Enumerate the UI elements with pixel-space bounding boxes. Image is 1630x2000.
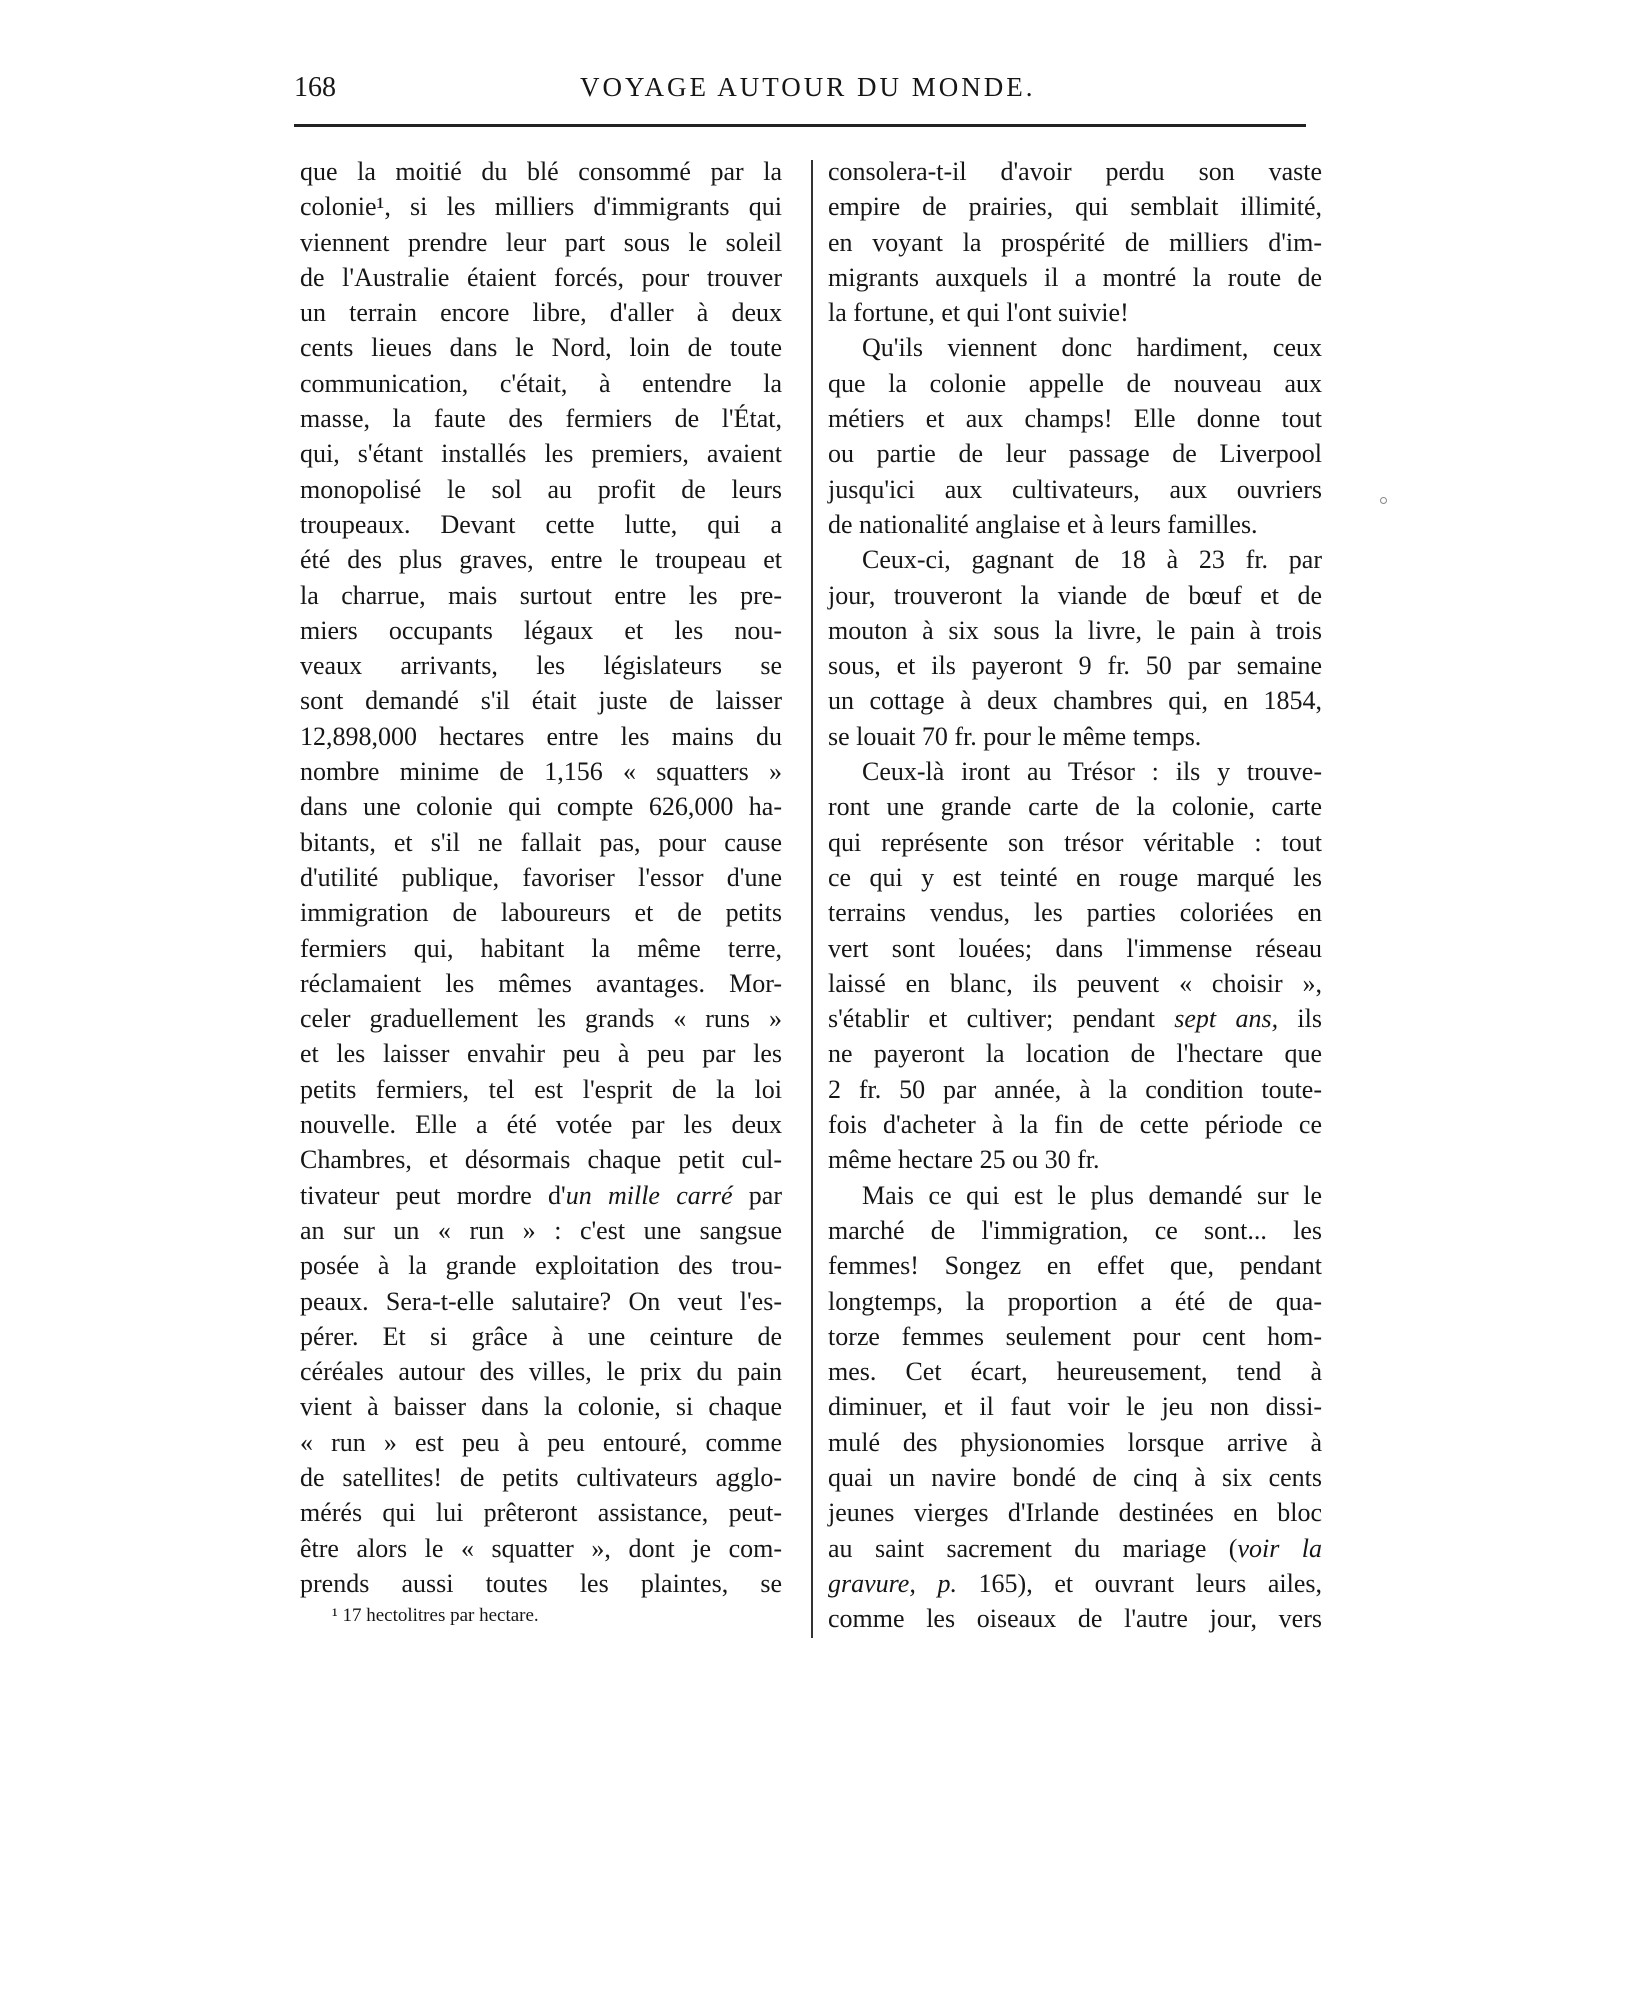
line-text-after: par <box>732 1180 783 1210</box>
text-line <box>828 189 1322 224</box>
text-line <box>300 366 782 401</box>
line-text: nombre minime de 1,156 « squatters » <box>300 757 782 787</box>
line-text: femmes! Songez en effet que, pendant <box>828 1251 1322 1281</box>
text-line <box>300 648 782 683</box>
line-text: jeunes vierges d'Irlande destinées en bloc <box>828 1498 1322 1528</box>
line-text: ront une grande carte de la colonie, carte <box>828 792 1322 822</box>
text-line <box>828 1566 1322 1601</box>
line-text: qui, s'étant installés les premiers, avaient <box>300 439 782 469</box>
text-line <box>828 860 1322 895</box>
text-line <box>828 719 1322 754</box>
text-line <box>300 1142 782 1177</box>
text-line <box>300 1036 782 1071</box>
text-line <box>828 895 1322 930</box>
text-line <box>300 1460 782 1495</box>
text-line <box>828 1107 1322 1142</box>
line-text: 2 fr. 50 par année, à la condition toute- <box>828 1074 1322 1104</box>
text-line <box>300 189 782 224</box>
text-line <box>300 507 782 542</box>
line-italic-text: voir la <box>1237 1533 1323 1563</box>
line-text: fois d'acheter à la fin de cette période ce <box>828 1110 1322 1140</box>
line-text: empire de prairies, qui semblait illimité, <box>828 192 1322 222</box>
text-line <box>828 401 1322 436</box>
text-line <box>828 1531 1322 1566</box>
line-text: Mais ce qui est le plus demandé sur le <box>862 1180 1322 1210</box>
text-line <box>300 931 782 966</box>
text-line <box>828 1036 1322 1071</box>
text-line <box>828 754 1322 789</box>
line-text: communication, c'était, à entendre la <box>300 368 782 398</box>
line-text: que la moitié du blé consommé par la <box>300 157 782 186</box>
line-text: réclamaient les mêmes avantages. Mor- <box>300 968 782 998</box>
line-text: immigration de laboureurs et de petits <box>300 898 782 928</box>
line-text: nouvelle. Elle a été votée par les deux <box>300 1110 782 1140</box>
text-line <box>828 1460 1322 1495</box>
line-text: quai un navire bondé de cinq à six cents <box>828 1462 1322 1492</box>
line-text: petits fermiers, tel est l'esprit de la loi <box>300 1074 782 1104</box>
line-text-after: ils <box>1278 1004 1322 1034</box>
left-column <box>300 154 782 1601</box>
line-text: en voyant la prospérité de milliers d'im- <box>828 227 1322 257</box>
line-text: mouton à six sous la livre, le pain à trois <box>828 615 1322 645</box>
text-line <box>300 1389 782 1424</box>
text-line <box>300 895 782 930</box>
line-text: marché de l'immigration, ce sont... les <box>828 1215 1322 1245</box>
line-text: tivateur peut mordre d' <box>300 1180 566 1210</box>
line-text: au saint sacrement du mariage ( <box>828 1533 1238 1563</box>
text-line <box>828 436 1322 471</box>
line-italic-text: gravure, p. <box>828 1568 957 1598</box>
text-line <box>300 1319 782 1354</box>
line-text: un cottage à deux chambres qui, en 1854, <box>828 686 1322 716</box>
text-line <box>300 825 782 860</box>
line-text: jour, trouveront la viande de bœuf et de <box>828 580 1322 610</box>
text-line <box>300 578 782 613</box>
line-text: « run » est peu à peu entouré, comme <box>300 1427 782 1457</box>
text-line <box>828 1248 1322 1283</box>
text-line <box>300 789 782 824</box>
right-column <box>828 154 1322 1636</box>
text-line <box>300 1072 782 1107</box>
line-text: un terrain encore libre, d'aller à deux <box>300 298 782 328</box>
line-text: ce qui y est teinté en rouge marqué les <box>828 862 1322 892</box>
line-text: s'établir et cultiver; pendant <box>828 1004 1175 1034</box>
line-text: mes. Cet écart, heureusement, tend à <box>828 1357 1322 1387</box>
text-line <box>828 1601 1322 1636</box>
line-text: se louait 70 fr. pour le même temps. <box>828 721 1202 751</box>
line-text: diminuer, et il faut voir le jeu non dissi- <box>828 1392 1322 1422</box>
text-line <box>300 1531 782 1566</box>
line-text: qui représente son trésor véritable : tout <box>828 827 1322 857</box>
line-text: monopolisé le sol au profit de leurs <box>300 474 782 504</box>
line-text: de satellites! de petits cultivateurs agglo- <box>300 1462 782 1492</box>
text-line <box>300 754 782 789</box>
text-line <box>828 1142 1322 1177</box>
line-text: bitants, et s'il ne fallait pas, pour cause <box>300 827 782 857</box>
line-text: Chambres, et désormais chaque petit cul- <box>300 1145 782 1175</box>
line-text: mulé des physionomies lorsque arrive à <box>828 1427 1322 1457</box>
line-text: jusqu'ici aux cultivateurs, aux ouvriers <box>828 474 1322 504</box>
line-text: même hectare 25 ou 30 fr. <box>828 1145 1100 1175</box>
text-line <box>300 154 782 189</box>
line-text: terrains vendus, les parties coloriées en <box>828 898 1322 928</box>
text-line <box>300 401 782 436</box>
text-line <box>300 260 782 295</box>
text-line <box>828 1213 1322 1248</box>
text-line <box>828 683 1322 718</box>
line-text: été des plus graves, entre le troupeau et <box>300 545 782 575</box>
text-line <box>300 1425 782 1460</box>
line-text: 12,898,000 hectares entre les mains du <box>300 721 782 751</box>
text-line <box>828 1319 1322 1354</box>
line-text: ne payeront la location de l'hectare que <box>828 1039 1322 1069</box>
text-line <box>828 1389 1322 1424</box>
text-line <box>828 154 1322 189</box>
line-text: sous, et ils payeront 9 fr. 50 par semaine <box>828 651 1322 681</box>
text-line <box>300 542 782 577</box>
text-line <box>828 330 1322 365</box>
line-text: la charrue, mais surtout entre les pre- <box>300 580 782 610</box>
text-line <box>300 436 782 471</box>
line-text-after: 165), et ouvrant leurs ailes, <box>956 1568 1322 1598</box>
line-text: migrants auxquels il a montré la route de <box>828 262 1322 292</box>
text-line <box>828 1072 1322 1107</box>
text-line <box>828 1284 1322 1319</box>
line-text: céréales autour des villes, le prix du pain <box>300 1357 782 1387</box>
line-text: de nationalité anglaise et à leurs familles. <box>828 509 1258 539</box>
header-rule <box>294 124 1306 127</box>
text-line <box>828 542 1322 577</box>
line-text: ou partie de leur passage de Liverpool <box>828 439 1322 469</box>
text-line <box>828 1178 1322 1213</box>
line-text: cents lieues dans le Nord, loin de toute <box>300 333 782 363</box>
line-text: veaux arrivants, les législateurs se <box>300 651 782 681</box>
text-line <box>300 1495 782 1530</box>
column-divider <box>811 160 813 1638</box>
line-text: Ceux-ci, gagnant de 18 à 23 fr. par <box>862 545 1322 575</box>
line-text: laissé en blanc, ils peuvent « choisir », <box>828 968 1322 998</box>
line-text: masse, la faute des fermiers de l'État, <box>300 404 782 434</box>
text-line <box>828 225 1322 260</box>
text-line <box>828 1001 1322 1036</box>
line-text: sont demandé s'il était juste de laisser <box>300 686 782 716</box>
line-text: posée à la grande exploitation des trou- <box>300 1251 782 1281</box>
line-text: Ceux-là iront au Trésor : ils y trouve- <box>862 757 1322 787</box>
text-line <box>828 966 1322 1001</box>
line-text: métiers et aux champs! Elle donne tout <box>828 404 1322 434</box>
page-number: 168 <box>294 72 336 103</box>
text-line <box>828 507 1322 542</box>
line-text: troupeaux. Devant cette lutte, qui a <box>300 509 782 539</box>
line-text: la fortune, et qui l'ont suivie! <box>828 298 1129 328</box>
text-line <box>828 472 1322 507</box>
line-text: dans une colonie qui compte 626,000 ha- <box>300 792 782 822</box>
line-text: peaux. Sera-t-elle salutaire? On veut l'es- <box>300 1286 782 1316</box>
text-line <box>300 1566 782 1601</box>
line-text: vert sont louées; dans l'immense réseau <box>828 933 1322 963</box>
text-line <box>300 1213 782 1248</box>
text-line <box>828 295 1322 330</box>
text-line <box>300 1284 782 1319</box>
text-line <box>828 648 1322 683</box>
line-text: an sur un « run » : c'est une sangsue <box>300 1215 782 1245</box>
line-text: prends aussi toutes les plaintes, se <box>300 1568 782 1598</box>
text-line <box>828 825 1322 860</box>
text-line <box>828 260 1322 295</box>
line-text: consolera-t-il d'avoir perdu son vaste <box>828 157 1322 186</box>
text-line <box>300 860 782 895</box>
line-text: que la colonie appelle de nouveau aux <box>828 368 1322 398</box>
line-text: torze femmes seulement pour cent hom- <box>828 1321 1322 1351</box>
line-text: celer graduellement les grands « runs » <box>300 1004 782 1034</box>
text-line <box>828 789 1322 824</box>
text-line <box>300 295 782 330</box>
text-line <box>828 1354 1322 1389</box>
text-line <box>828 366 1322 401</box>
text-line <box>300 966 782 1001</box>
text-line <box>828 931 1322 966</box>
text-line <box>828 1495 1322 1530</box>
line-text: mérés qui lui prêteront assistance, peut- <box>300 1498 782 1528</box>
line-text: être alors le « squatter », dont je com- <box>300 1533 782 1563</box>
text-line <box>828 578 1322 613</box>
text-line <box>300 683 782 718</box>
text-line <box>300 1248 782 1283</box>
text-line <box>828 1425 1322 1460</box>
text-line <box>300 330 782 365</box>
text-line <box>300 225 782 260</box>
line-text: Qu'ils viennent donc hardiment, ceux <box>862 333 1322 363</box>
line-text: colonie¹, si les milliers d'immigrants qui <box>300 192 782 222</box>
text-line <box>300 1354 782 1389</box>
running-title: VOYAGE AUTOUR DU MONDE. <box>580 72 1036 102</box>
text-line <box>300 1107 782 1142</box>
line-text: comme les oiseaux de l'autre jour, vers <box>828 1604 1322 1634</box>
line-text: pérer. Et si grâce à une ceinture de <box>300 1321 782 1351</box>
line-text: vient à baisser dans la colonie, si chaque <box>300 1392 782 1422</box>
line-text: fermiers qui, habitant la même terre, <box>300 933 782 963</box>
line-text: et les laisser envahir peu à peu par les <box>300 1039 782 1069</box>
text-line <box>300 613 782 648</box>
text-line <box>300 1178 782 1213</box>
line-text: de l'Australie étaient forcés, pour trouver <box>300 262 782 292</box>
line-text: miers occupants légaux et les nou- <box>300 615 782 645</box>
text-line <box>300 1001 782 1036</box>
text-line <box>828 613 1322 648</box>
scan-speck <box>1380 497 1387 504</box>
footnote: ¹ 17 hectolitres par hectare. <box>332 1605 539 1626</box>
line-italic-text: sept ans, <box>1174 1004 1279 1034</box>
line-text: d'utilité publique, favoriser l'essor d'une <box>300 862 782 892</box>
text-line <box>300 719 782 754</box>
line-italic-text: un mille carré <box>565 1180 733 1210</box>
line-text: longtemps, la proportion a été de qua- <box>828 1286 1322 1316</box>
text-line <box>300 472 782 507</box>
line-text: viennent prendre leur part sous le soleil <box>300 227 782 257</box>
